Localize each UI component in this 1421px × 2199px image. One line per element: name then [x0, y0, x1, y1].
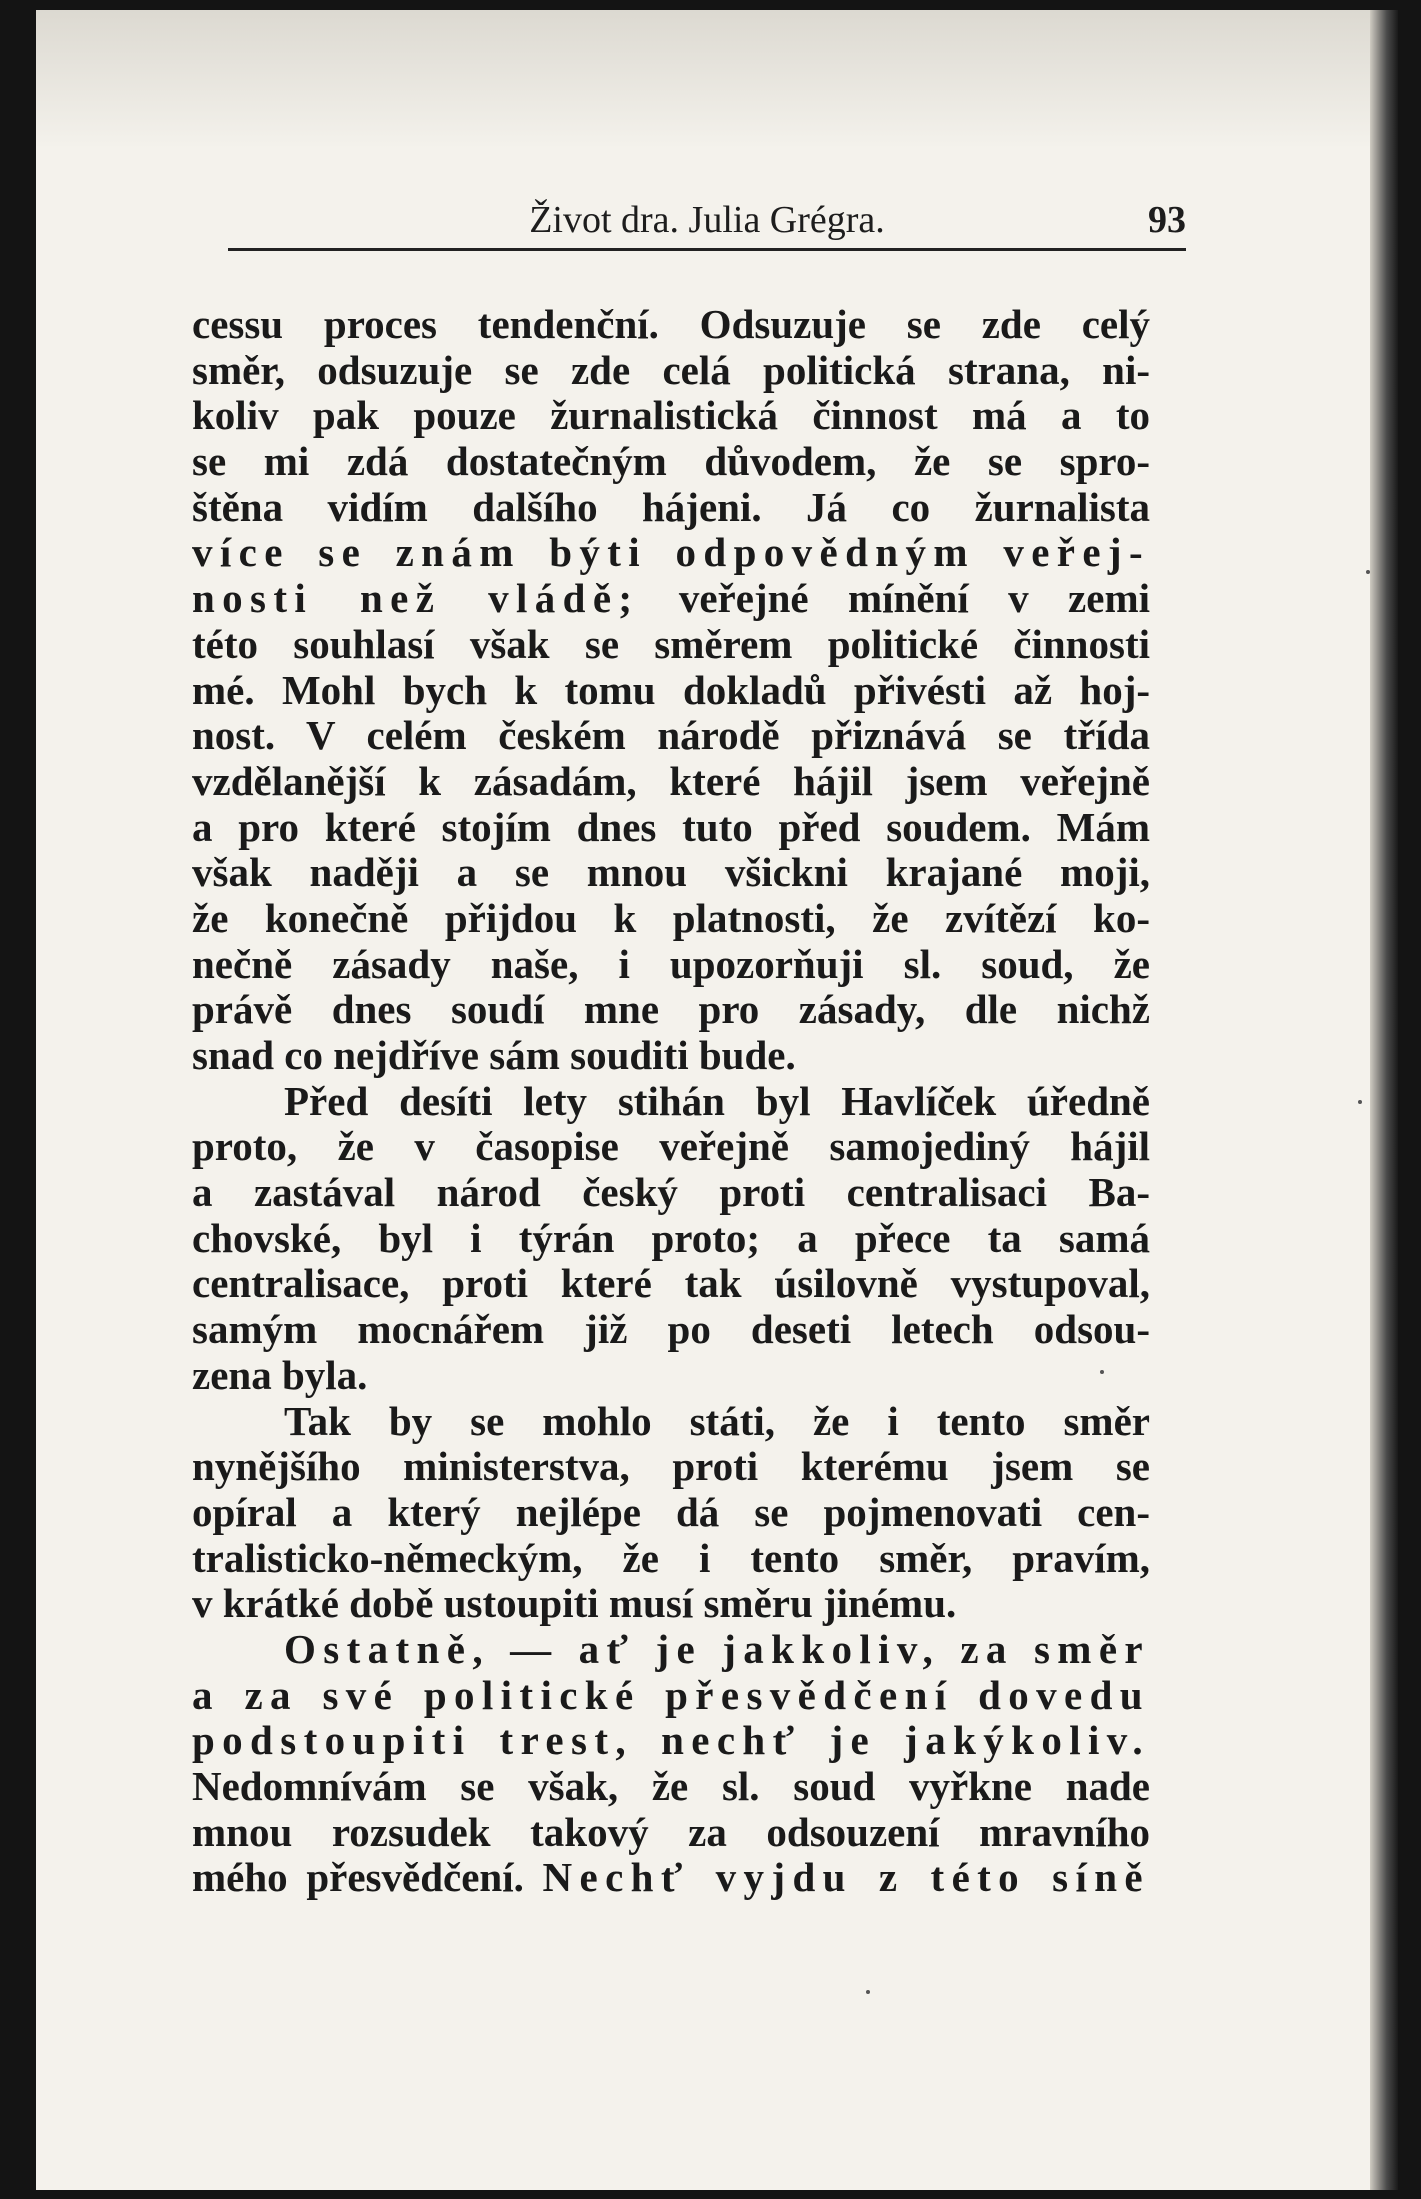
- text-line: mnou rozsudek takový za odsouzení mravního: [192, 1808, 1150, 1855]
- text-line: samým mocnářem již po deseti letech odsou-: [192, 1306, 1150, 1353]
- text-line: však naději a se mnou všickni krajané moji,: [192, 849, 1150, 896]
- text-line-paragraph-start: Tak by se mohlo státi, že i tento směr: [284, 1397, 1150, 1444]
- text-line: koliv pak pouze žurnalistická činnost má a to: [192, 392, 1150, 439]
- text-line: se mi zdá dostatečným důvodem, že se spro-: [192, 438, 1150, 485]
- text-fragment: mého přesvědčení.: [192, 1854, 524, 1901]
- text-line-mixed: [192, 1855, 1150, 1901]
- text-line: centralisace, proti které tak úsilovně vystupoval,: [192, 1260, 1150, 1307]
- text-line: zena byla.: [192, 1351, 368, 1398]
- text-line: této souhlasí však se směrem politické činnosti: [192, 620, 1150, 667]
- page-number: 93: [1148, 199, 1186, 241]
- text-line: směr, odsuzuje se zde celá politická strana, ni-: [192, 346, 1150, 393]
- text-line: proto, že v časopise veřejně samojediný hájil: [192, 1123, 1150, 1170]
- body-text: [192, 302, 1150, 1901]
- text-line-spaced: více se znám býti odpovědným veřej-: [192, 529, 1150, 576]
- text-line: nost. V celém českém národě přiznává se třída: [192, 712, 1150, 759]
- scan-speck: [1366, 570, 1370, 574]
- text-line: štěna vidím dalšího hájeni. Já co žurnalista: [192, 483, 1150, 530]
- text-line: nynějšího ministerstva, proti kterému jsem se: [192, 1443, 1150, 1490]
- text-line: cessu proces tendenční. Odsuzuje se zde celý: [192, 301, 1150, 347]
- text-line: že konečně přijdou k platnosti, že zvítězí ko-: [192, 894, 1150, 941]
- scan-speck: [1358, 1100, 1362, 1104]
- running-header: [228, 192, 1186, 251]
- scan-speck: [866, 1990, 870, 1994]
- text-line: a zastával národ český proti centralisaci Ba-: [192, 1169, 1150, 1216]
- text-spaced-fragment: Nechť vyjdu z této síně: [542, 1854, 1150, 1901]
- text-line: snad co nejdříve sám souditi bude.: [192, 1032, 796, 1078]
- text-line-paragraph-start: Před desíti lety stihán byl Havlíček úředně: [284, 1077, 1150, 1124]
- page-binding-shadow: [1370, 10, 1398, 2190]
- text-line: mé. Mohl bych k tomu dokladů přivésti až hoj-: [192, 666, 1150, 713]
- text-line-mixed: [192, 576, 1150, 622]
- text-line: v krátké době ustoupiti musí směru jinému.: [192, 1580, 957, 1627]
- text-spaced-fragment: nosti než vládě;: [192, 575, 640, 622]
- text-line-spaced: a za své politické přesvědčení dovedu: [192, 1671, 1150, 1718]
- text-line: tralisticko-německým, že i tento směr, pravím,: [192, 1534, 1150, 1581]
- text-line: opíral a který nejlépe dá se pojmenovati cen-: [192, 1488, 1150, 1535]
- text-line: vzdělanější k zásadám, které hájil jsem veřejně: [192, 757, 1150, 804]
- text-line: Nedomnívám se však, že sl. soud vyřkne nade: [192, 1763, 1150, 1809]
- text-line: chovské, byl i týrán proto; a přece ta samá: [192, 1214, 1150, 1261]
- text-line-spaced: Ostatně, — ať je jakkoliv, za směr: [284, 1625, 1150, 1672]
- running-title: Život dra. Julia Grégra.: [529, 199, 885, 241]
- text-line: a pro které stojím dnes tuto před soudem. Mám: [192, 803, 1150, 850]
- text-line-spaced: podstoupiti trest, nechť je jakýkoliv.: [192, 1717, 1150, 1764]
- text-line: právě dnes soudí mne pro zásady, dle nichž: [192, 986, 1150, 1033]
- text-line: nečně zásady naše, i upozorňuji sl. soud, že: [192, 940, 1150, 987]
- text-fragment: veřejné mínění v zemi: [639, 575, 1150, 622]
